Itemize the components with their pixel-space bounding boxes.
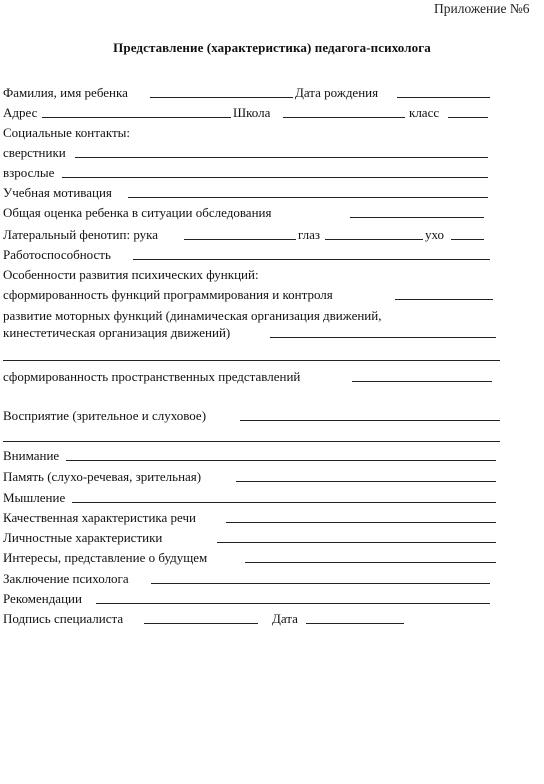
- eye-label: глаз: [298, 227, 321, 242]
- school-field[interactable]: [283, 117, 405, 118]
- perception-field[interactable]: [240, 420, 500, 421]
- speech-label: Качественная характеристика речи: [3, 510, 196, 525]
- spatial-label: сформированность пространственных представлений: [3, 369, 301, 384]
- motor-label-1: развитие моторных функций (динамическая организация движений,: [3, 308, 382, 323]
- signature-label: Подпись специалиста: [3, 611, 124, 626]
- motor-label-2: кинестетическая организация движений): [3, 325, 231, 340]
- spatial-field[interactable]: [352, 381, 492, 382]
- lateral-phenotype-label: Латеральный фенотип: рука: [3, 227, 159, 242]
- adults-field[interactable]: [62, 177, 488, 178]
- general-assessment-label: Общая оценка ребенка в ситуации обследования: [3, 205, 272, 220]
- programming-field[interactable]: [395, 299, 493, 300]
- address-label: Адрес: [3, 105, 38, 120]
- mental-functions-label: Особенности развития психических функций:: [3, 267, 259, 282]
- conclusion-label: Заключение психолога: [3, 571, 129, 586]
- personality-field[interactable]: [217, 542, 496, 543]
- birthdate-field[interactable]: [397, 97, 490, 98]
- work-capacity-label: Работоспособность: [3, 247, 111, 262]
- perception-field-line-2[interactable]: [3, 441, 500, 442]
- personality-label: Личностные характеристики: [3, 530, 163, 545]
- recommendations-field[interactable]: [96, 603, 490, 604]
- grade-label: класс: [409, 105, 440, 120]
- conclusion-field[interactable]: [151, 583, 490, 584]
- attention-field[interactable]: [66, 460, 496, 461]
- motor-field-line-2[interactable]: [3, 360, 500, 361]
- appendix-label: Приложение №6: [434, 1, 530, 16]
- date-label: Дата: [272, 611, 298, 626]
- peers-label: сверстники: [3, 145, 66, 160]
- name-label: Фамилия, имя ребенка: [3, 85, 128, 100]
- work-capacity-field[interactable]: [133, 259, 490, 260]
- ear-field[interactable]: [451, 239, 484, 240]
- form-title: Представление (характеристика) педагога-психолога: [113, 40, 431, 55]
- general-assessment-field[interactable]: [350, 217, 484, 218]
- hand-field[interactable]: [184, 239, 296, 240]
- signature-field[interactable]: [144, 623, 258, 624]
- motivation-label: Учебная мотивация: [3, 185, 112, 200]
- adults-label: взрослые: [3, 165, 55, 180]
- birthdate-label: Дата рождения: [295, 85, 379, 100]
- thinking-label: Мышление: [3, 490, 66, 505]
- interests-field[interactable]: [245, 562, 496, 563]
- attention-label: Внимание: [3, 448, 60, 463]
- speech-field[interactable]: [226, 522, 496, 523]
- name-field[interactable]: [150, 97, 293, 98]
- interests-label: Интересы, представление о будущем: [3, 550, 208, 565]
- memory-field[interactable]: [236, 481, 496, 482]
- thinking-field[interactable]: [72, 502, 496, 503]
- social-contacts-label: Социальные контакты:: [3, 125, 130, 140]
- ear-label: ухо: [425, 227, 445, 242]
- eye-field[interactable]: [325, 239, 423, 240]
- motor-field[interactable]: [270, 337, 496, 338]
- motivation-field[interactable]: [128, 197, 488, 198]
- peers-field[interactable]: [75, 157, 488, 158]
- date-field[interactable]: [306, 623, 404, 624]
- recommendations-label: Рекомендации: [3, 591, 82, 606]
- grade-field[interactable]: [448, 117, 488, 118]
- address-field[interactable]: [42, 117, 231, 118]
- school-label: Школа: [233, 105, 271, 120]
- perception-label: Восприятие (зрительное и слуховое): [3, 408, 207, 423]
- memory-label: Память (слухо-речевая, зрительная): [3, 469, 202, 484]
- programming-label: сформированность функций программирования и контроля: [3, 287, 333, 302]
